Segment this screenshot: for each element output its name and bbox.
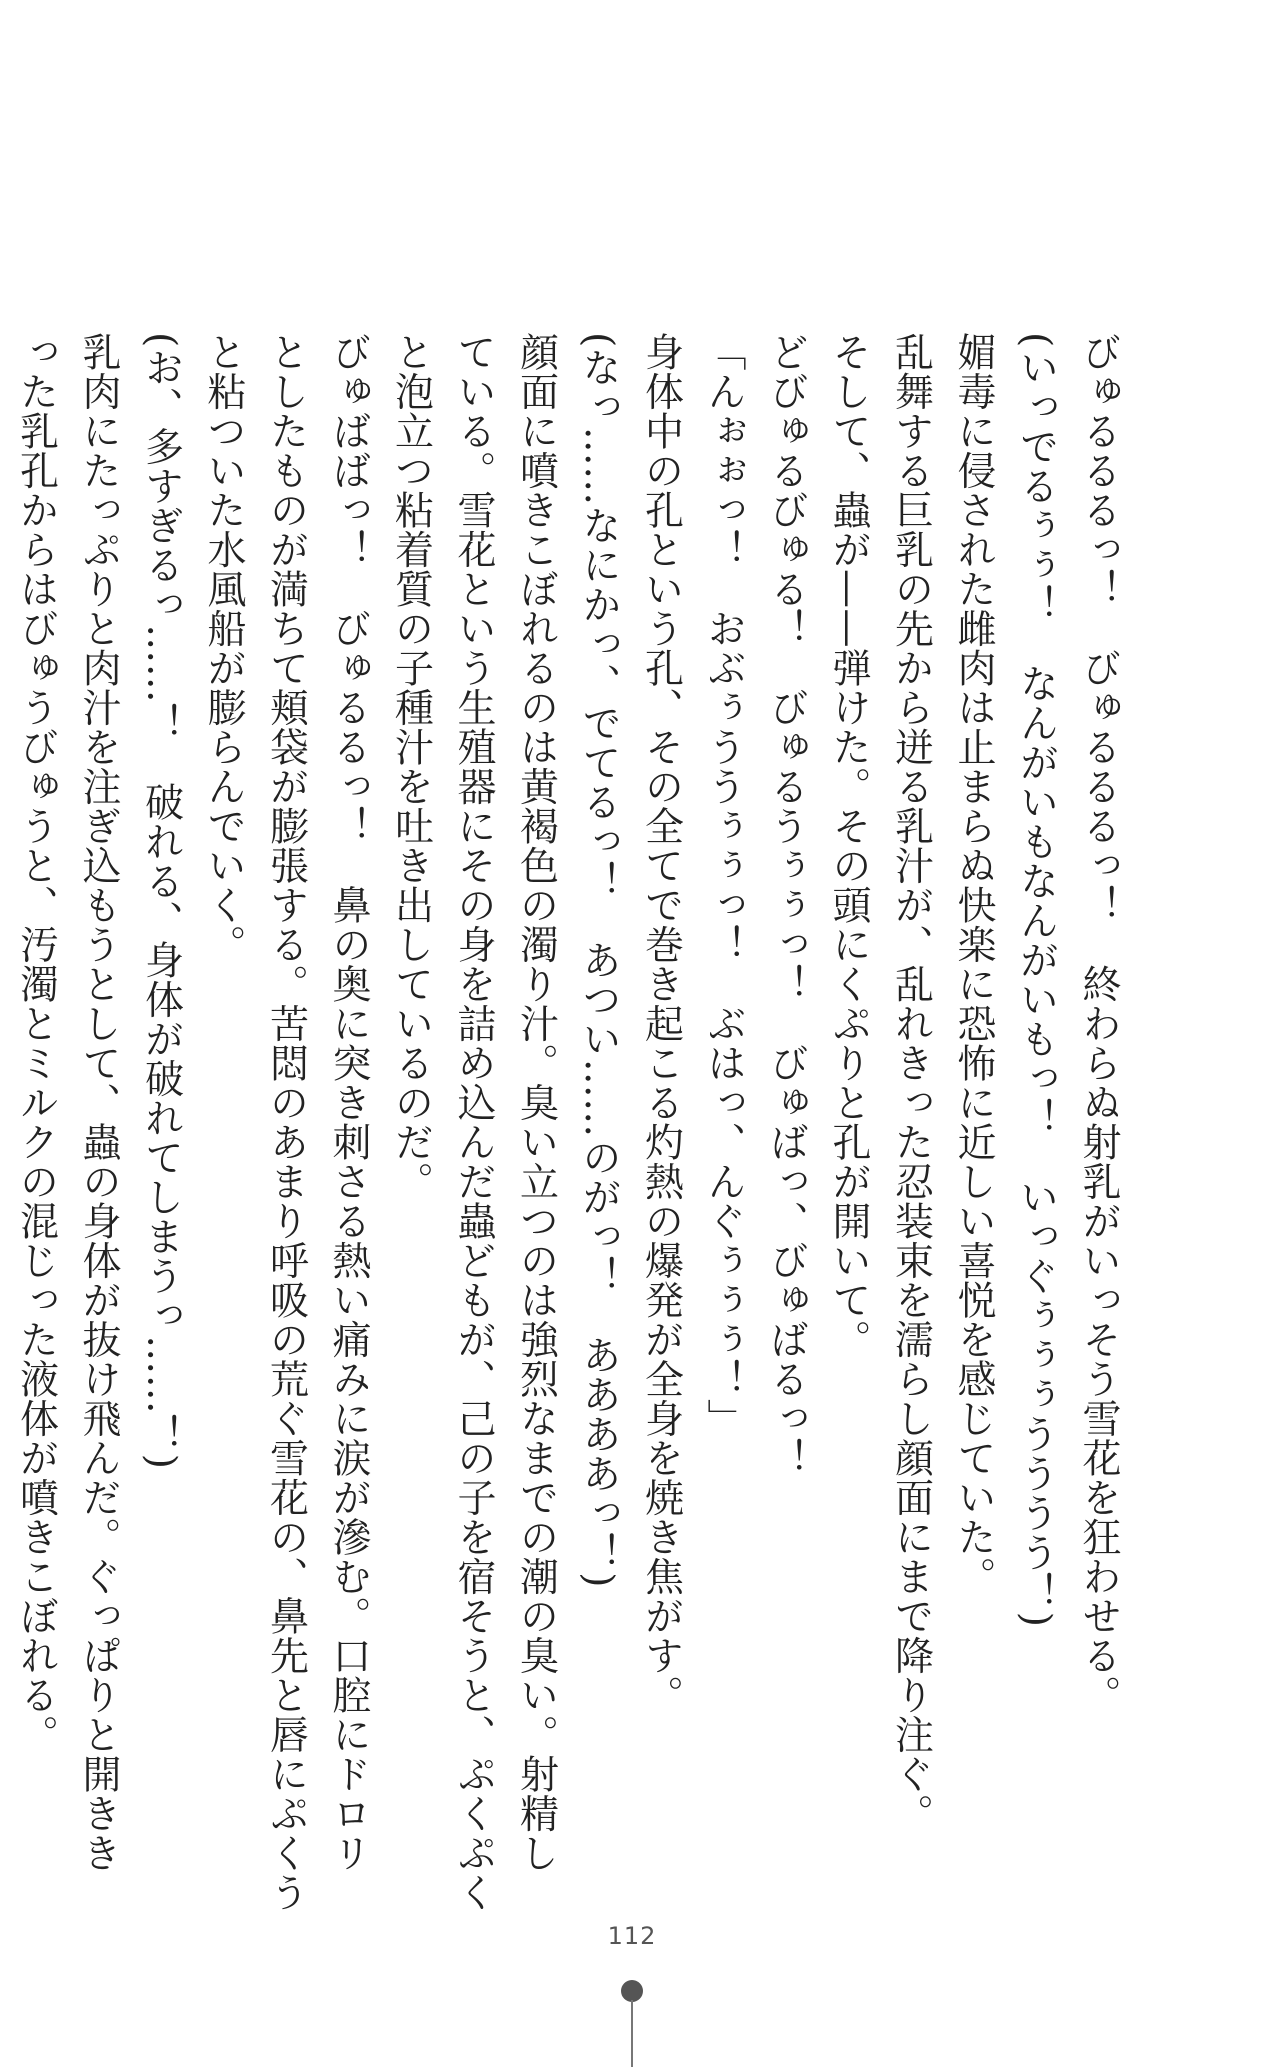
text-line: と粘ついた水風船が膨らんでいく。 bbox=[201, 332, 246, 964]
text-line: としたものが満ちて頬袋が膨張する。苦悶のあまり呼吸の荒ぐ雪花の、鼻先と唇にぷくう bbox=[263, 332, 309, 1912]
text-line: 媚毒に侵された雌肉は止まらぬ快楽に恐怖に近しい喜悦を感じていた。 bbox=[951, 332, 996, 1596]
text-line: と泡立つ粘着質の子種汁を吐き出しているのだ。 bbox=[388, 332, 434, 1201]
text-line: 身体中の孔という孔、その全てで巻き起こる灼熱の爆発が全身を焼き焦がす。 bbox=[638, 332, 684, 1715]
text-line: 顔面に噴きこぼれるのは黄褐色の濁り汁。臭い立つのは強烈なまでの潮の臭い。射精し bbox=[513, 332, 559, 1873]
text-line: 乱舞する巨乳の先から迸る乳汁が、乱れきった忍装束を濡らし顔面にまで降り注ぐ。 bbox=[888, 332, 934, 1833]
text-line: びゅばばっ！ びゅるるっ！ 鼻の奥に突き刺さる熱い痛みに涙が滲む。口腔にドロリ bbox=[326, 332, 371, 1873]
text-line: った乳孔からはびゅうびゅうと、汚濁とミルクの混じった液体が噴きこぼれる。 bbox=[13, 332, 59, 1754]
text-line: (いっでるぅぅ！ なんがいもなんがいもっ！ いっぐぅぅぅうううう！) bbox=[1013, 332, 1059, 1628]
page-marker-dot-icon bbox=[621, 1980, 643, 2002]
text-line: (お、多すぎるっ……！ 破れる、身体が破れてしまうっ……！) bbox=[138, 332, 184, 1470]
text-line: (なっ……なにかっ、でてるっ！ あつい……のがっ！ ああああっ！) bbox=[576, 332, 621, 1588]
page-marker-line bbox=[631, 2000, 633, 2067]
text-line: 乳肉にたっぷりと肉汁を注ぎ込もうとして、蟲の身体が抜け飛んだ。ぐっぱりと開きき bbox=[76, 332, 121, 1873]
text-line: 「んぉぉっ！ おぶぅううぅぅっ！ ぶはっ、んぐぅぅぅ！」 bbox=[701, 332, 746, 1438]
text-line: どびゅるびゅる！ びゅるうぅぅっ！ びゅばっ、びゅばるっ！ bbox=[763, 332, 809, 1478]
vertical-text-body bbox=[13, 332, 1129, 1912]
page-number: 112 bbox=[607, 1922, 657, 1950]
text-line: そして、蟲が——弾けた。その頭にくぷりと孔が開いて。 bbox=[826, 332, 871, 1359]
text-line: びゅるるるっ！ びゅるるるっ！ 終わらぬ射乳がいっそう雪花を狂わせる。 bbox=[1076, 332, 1121, 1715]
text-line: ている。雪花という生殖器にその身を詰め込んだ蟲どもが、己の子を宿そうと、ぷくぷく bbox=[451, 332, 496, 1912]
